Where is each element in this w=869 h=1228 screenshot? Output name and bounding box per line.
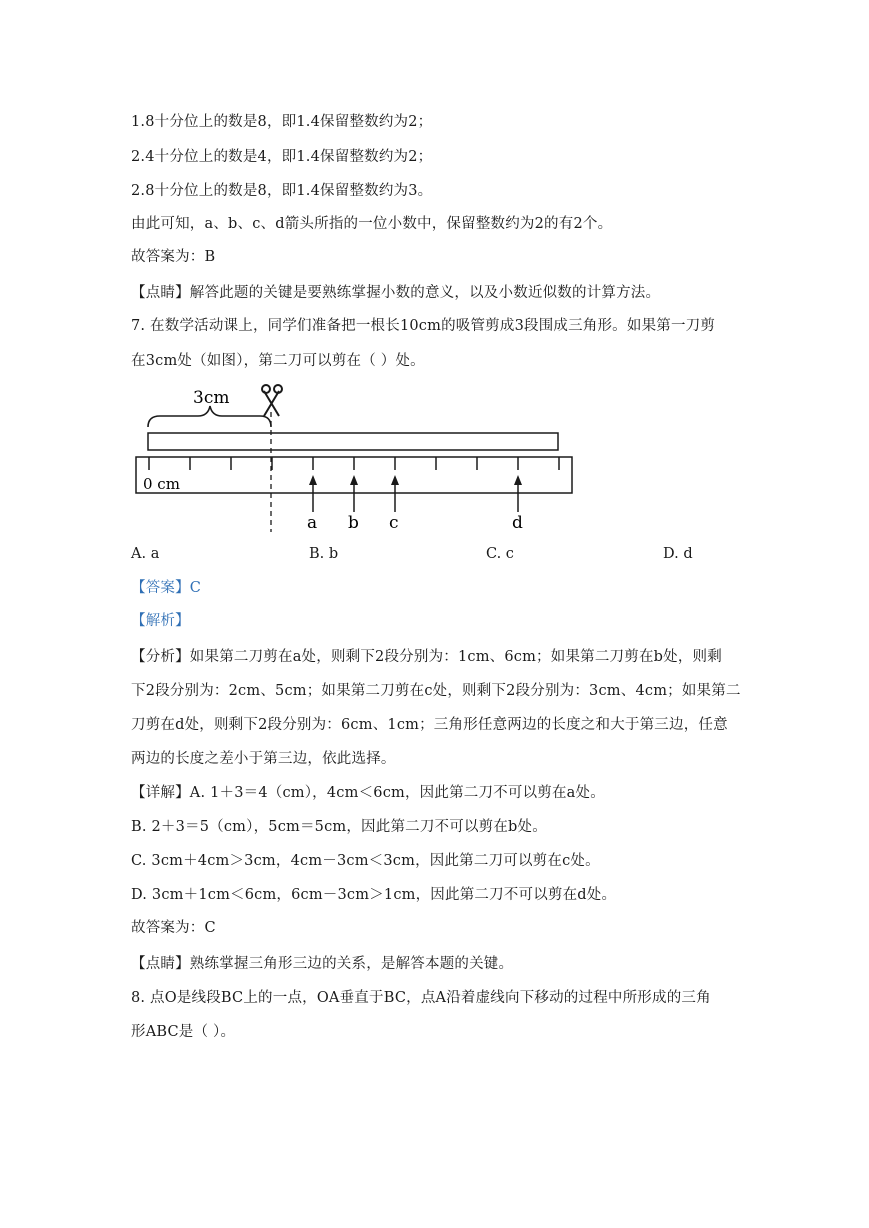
final-answer-line: 故答案为：C [131,920,216,936]
question-8-stem: 8. 点O是线段BC上的一点，OA垂直于BC，点A沿着虚线向下移动的过程中所形成的三角 [131,990,711,1006]
scissors-icon [262,385,282,416]
question-8-stem-cont: 形ABC是（ ）。 [131,1024,236,1040]
brace-label: 3cm [193,388,230,408]
arrow-label-c: c [389,513,399,533]
arrow-label-a: a [307,513,318,533]
option-a: A. a [131,546,160,562]
detail-line-c: C. 3cm＋4cm＞3cm，4cm－3cm＜3cm，因此第二刀可以剪在c处。 [131,853,600,869]
detail-line-a: 【详解】A. 1＋3＝4（cm），4cm＜6cm，因此第二刀不可以剪在a处。 [131,785,605,801]
analysis-line: 刀剪在d处，则剩下2段分别为：6cm、1cm；三角形任意两边的长度之和大于第三边，任意 [131,717,728,733]
question-7-stem-cont: 在3cm处（如图），第二刀可以剪在（ ）处。 [131,353,425,369]
answer-label: 【答案】C [131,580,202,596]
brace [148,406,271,427]
text-line: 由此可知，a、b、c、d箭头所指的一位小数中，保留整数约为2的有2个。 [131,216,613,232]
text-line: 2.8十分位上的数是8，即1.4保留整数约为3。 [131,183,433,199]
analysis-header: 【解析】 [131,613,190,629]
arrow-label-d: d [512,513,523,533]
analysis-line: 【分析】如果第二刀剪在a处，则剩下2段分别为：1cm、6cm；如果第二刀剪在b处，则剩 [131,649,722,665]
key-point-line: 【点睛】熟练掌握三角形三边的关系，是解答本题的关键。 [131,956,514,972]
straw [148,433,558,450]
detail-line-d: D. 3cm＋1cm＜6cm，6cm－3cm＞1cm，因此第二刀不可以剪在d处。 [131,887,617,903]
key-point-line: 【点睛】解答此题的关键是要熟练掌握小数的意义，以及小数近似数的计算方法。 [131,285,661,301]
arrow-label-b: b [348,513,359,533]
detail-line-b: B. 2＋3＝5（cm），5cm＝5cm，因此第二刀不可以剪在b处。 [131,819,547,835]
text-line: 2.4十分位上的数是4，即1.4保留整数约为2； [131,149,433,165]
analysis-line: 两边的长度之差小于第三边，依此选择。 [131,751,396,767]
option-d: D. d [663,546,693,562]
text-line: 故答案为：B [131,249,216,265]
ruler-zero-label: 0 cm [143,475,180,493]
analysis-line: 下2段分别为：2cm、5cm；如果第二刀剪在c处，则剩下2段分别为：3cm、4cm；如果第二 [131,683,741,699]
text-line: 1.8十分位上的数是8，即1.4保留整数约为2； [131,114,433,130]
question-7-stem: 7. 在数学活动课上，同学们准备把一根长10cm的吸管剪成3段围成三角形。如果第一刀剪 [131,318,716,334]
option-b: B. b [309,546,339,562]
option-c: C. c [486,546,514,562]
